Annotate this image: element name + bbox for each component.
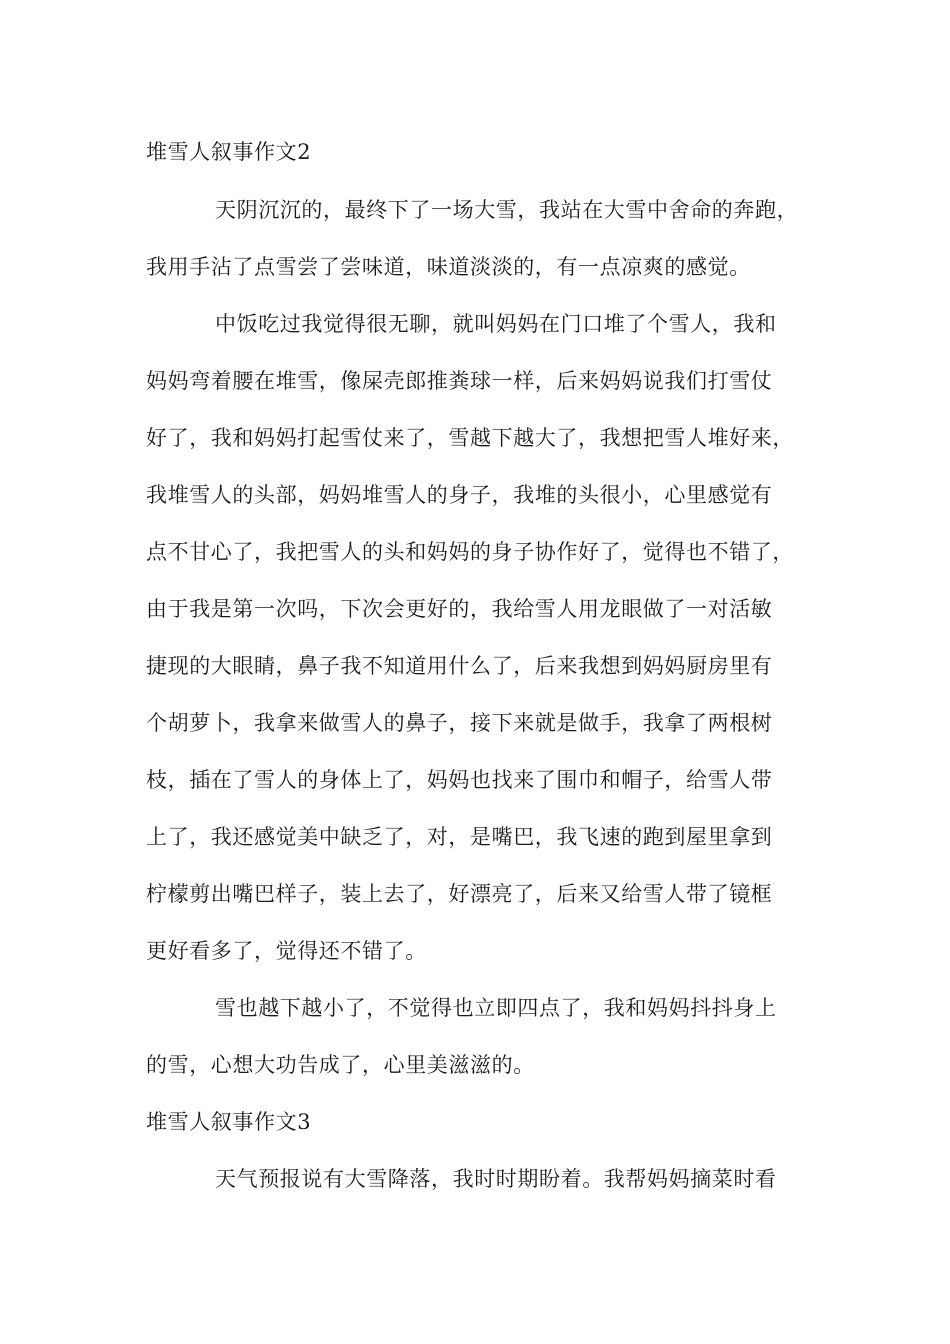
paragraph-line: 天气预报说有大雪降落，我时时期盼着。我帮妈妈摘菜时看 (215, 1167, 777, 1191)
paragraph-line: 我堆雪人的头部，妈妈堆雪人的身子，我堆的头很小，心里感觉有 (146, 483, 773, 507)
paragraph-line: 个胡萝卜，我拿来做雪人的鼻子，接下来就是做手，我拿了两根树 (146, 711, 773, 735)
paragraph-line: 枝，插在了雪人的身体上了，妈妈也找来了围巾和帽子，给雪人带 (146, 768, 773, 792)
paragraph-line: 我用手沾了点雪尝了尝味道，味道淡淡的，有一点凉爽的感觉。 (146, 255, 751, 279)
paragraph-line: 的雪，心想大功告成了，心里美滋滋的。 (146, 1053, 535, 1077)
paragraph-line: 柠檬剪出嘴巴样子，装上去了，好漂亮了，后来又给雪人带了镜框 (146, 882, 773, 906)
paragraph-line: 雪也越下越小了，不觉得也立即四点了，我和妈妈抖抖身上 (215, 996, 777, 1020)
paragraph-line: 点不甘心了，我把雪人的头和妈妈的身子协作好了，觉得也不错了， (146, 540, 794, 564)
paragraph-line: 更好看多了，觉得还不错了。 (146, 939, 427, 963)
paragraph-line: 捷现的大眼睛，鼻子我不知道用什么了，后来我想到妈妈厨房里有 (146, 654, 773, 678)
paragraph-line: 中饭吃过我觉得很无聊，就叫妈妈在门口堆了个雪人，我和 (215, 312, 777, 336)
section-heading-3: 堆雪人叙事作文3 (146, 1110, 312, 1134)
paragraph-line: 妈妈弯着腰在堆雪，像屎壳郎推粪球一样，后来妈妈说我们打雪仗 (146, 369, 773, 393)
paragraph-line: 由于我是第一次吗，下次会更好的，我给雪人用龙眼做了一对活敏 (146, 597, 773, 621)
paragraph-line: 天阴沉沉的，最终下了一场大雪，我站在大雪中舍命的奔跑， (215, 198, 799, 222)
section-heading-2: 堆雪人叙事作文2 (146, 140, 312, 164)
paragraph-line: 上了，我还感觉美中缺乏了，对，是嘴巴，我飞速的跑到屋里拿到 (146, 825, 773, 849)
paragraph-line: 好了，我和妈妈打起雪仗来了，雪越下越大了，我想把雪人堆好来， (146, 426, 794, 450)
